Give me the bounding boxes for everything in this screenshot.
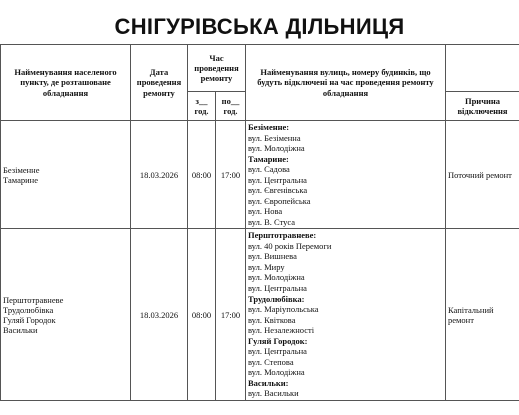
header-streets: Найменування вулиць, номеру будинків, що будуть відключені на час проведення ремонту обладнання xyxy=(246,45,446,121)
street-item: вул. Європейська xyxy=(248,195,311,206)
table-row xyxy=(1,121,519,229)
street-item: вул. Вишнева xyxy=(248,251,297,262)
street-item: вул. Нова xyxy=(248,206,283,217)
settlement-cell xyxy=(1,121,131,229)
street-item: вул. Молодіжна xyxy=(248,272,305,283)
settlement-name: Перштотравневе xyxy=(3,294,64,305)
header-cause: Причина відключення xyxy=(446,92,519,121)
street-group-name: Трудолюбівка: xyxy=(248,293,305,304)
header-settlement: Найменування населеного пункту, де розташоване обладнання xyxy=(1,45,131,121)
street-item: вул. Євгенівська xyxy=(248,185,308,196)
street-item: вул. Центральна xyxy=(248,346,307,357)
streets-cell xyxy=(246,229,446,401)
street-item: вул. Степова xyxy=(248,356,294,367)
date-cell: 18.03.2026 xyxy=(131,121,188,229)
time-from-cell: 08:00 xyxy=(188,121,216,229)
street-item: вул. Центральна xyxy=(248,282,307,293)
street-item: вул. Миру xyxy=(248,261,285,272)
street-item: вул. Молодіжна xyxy=(248,143,305,154)
street-item: вул. Садова xyxy=(248,164,290,175)
page-title: СНІГУРІВСЬКА ДІЛЬНИЦЯ xyxy=(114,14,405,39)
header-cause-spacer xyxy=(446,45,519,92)
header-time-from: з__ год. xyxy=(188,92,216,121)
settlement-name: Гуляй Городок xyxy=(3,314,56,325)
time-to-cell: 17:00 xyxy=(216,229,246,401)
settlement-cell xyxy=(1,229,131,401)
date-cell: 18.03.2026 xyxy=(131,229,188,401)
street-group-name: Васильки: xyxy=(248,377,289,388)
street-group-name: Безіменне: xyxy=(248,122,290,132)
table-row xyxy=(1,229,519,401)
cause-cell: Капітальний ремонт xyxy=(446,229,519,401)
street-item: вул. Центральна xyxy=(248,174,307,185)
street-item: вул. Незалежності xyxy=(248,325,315,336)
street-item: вул. Квіткова xyxy=(248,314,296,325)
settlement-name: Васильки xyxy=(3,324,38,335)
outage-schedule-table xyxy=(0,44,519,401)
street-group-name: Перштотравневе: xyxy=(248,230,317,241)
street-item: вул. Безіменна xyxy=(248,132,301,143)
street-item: вул. В. Стуса xyxy=(248,216,296,227)
street-group-name: Тамарине: xyxy=(248,153,289,164)
settlement-name: Безіменне xyxy=(3,164,40,175)
settlement-name: Трудолюбівка xyxy=(3,304,54,315)
header-date: Дата проведення ремонту xyxy=(131,45,188,121)
header-time-to: по__ год. xyxy=(216,92,246,121)
time-to-cell: 17:00 xyxy=(216,121,246,229)
street-group-name: Гуляй Городок: xyxy=(248,335,308,346)
street-item: вул. Маріупольська xyxy=(248,304,319,315)
settlement-name: Тамарине xyxy=(3,174,38,185)
header-time: Час проведення ремонту xyxy=(188,45,246,92)
street-item: вул. Васильки xyxy=(248,388,299,399)
cause-cell: Поточний ремонт xyxy=(446,121,519,229)
streets-cell xyxy=(246,121,446,229)
time-from-cell: 08:00 xyxy=(188,229,216,401)
street-item: вул. Молодіжна xyxy=(248,367,305,378)
street-item: вул. 40 років Перемоги xyxy=(248,240,332,251)
